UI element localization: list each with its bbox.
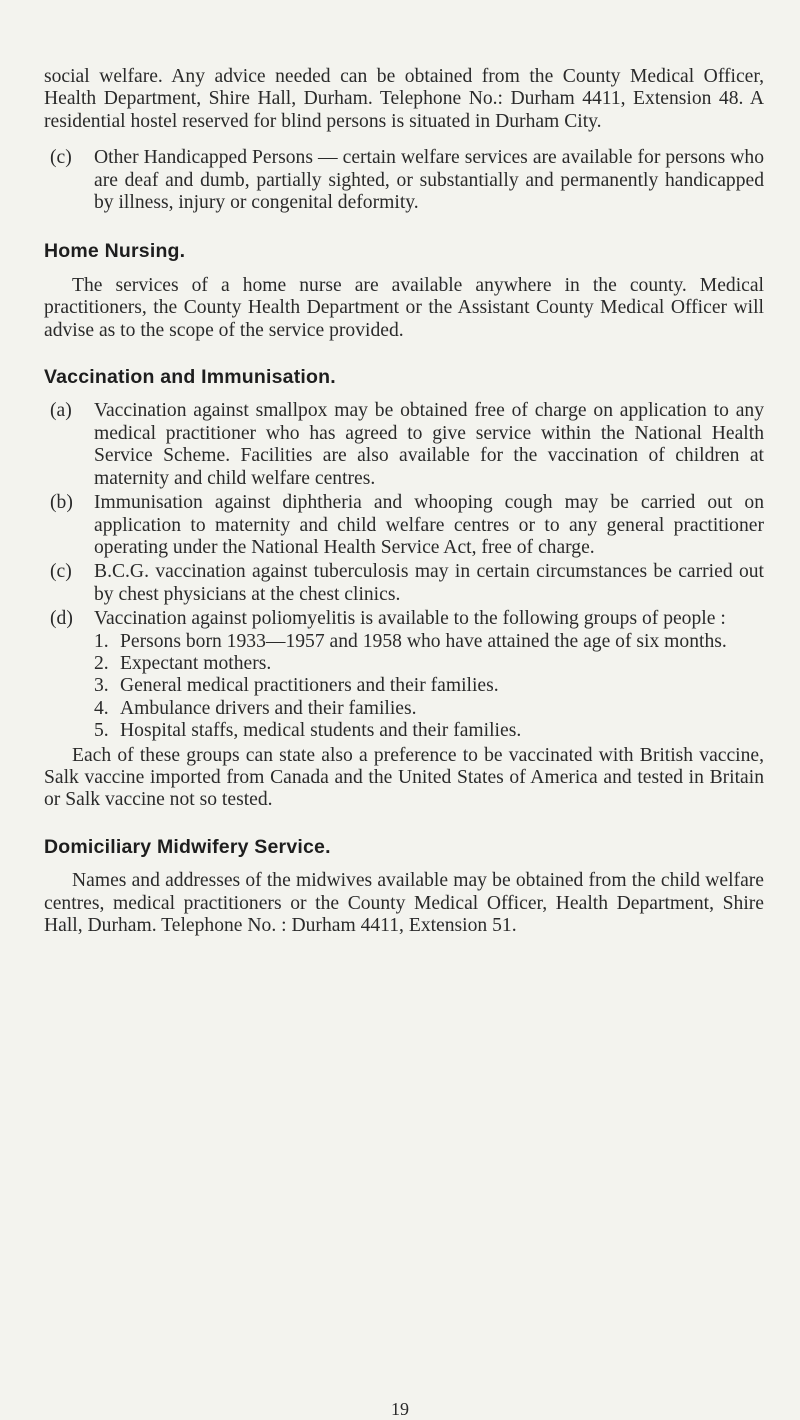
document-page	[44, 66, 764, 937]
item-body	[94, 608, 764, 742]
group-item	[94, 698, 764, 720]
group-text: Expectant mothers.	[120, 652, 272, 674]
group-number: 4.	[94, 697, 109, 719]
list-item	[44, 400, 764, 490]
item-text: Vaccination against poliomyelitis is available to the following groups of people :	[94, 608, 726, 630]
intro-item-c	[44, 147, 764, 214]
heading-home-nursing: Home Nursing.	[44, 240, 186, 263]
item-text: Vaccination against smallpox may be obtained free of charge on application to any medical practitioner who has agreed to give service within the National Health Service Scheme. Facilities are also available for the vaccination of children at maternity and child welfare centres.	[94, 400, 764, 489]
group-number: 5.	[94, 720, 109, 742]
group-number: 1.	[94, 630, 109, 652]
item-text: Immunisation against diphtheria and whooping cough may be carried out on application to maternity and child welfare centres or to any general practitioner operating under the National Health Service Act, free of charge.	[94, 492, 764, 558]
group-item	[94, 720, 764, 742]
group-item	[94, 675, 764, 697]
item-text: Other Handicapped Persons — certain welfare services are available for persons who are deaf and dumb, partially sighted, or substantially and permanently handicapped by illness, injury or congenital deformity.	[94, 147, 764, 214]
group-text: Hospital staffs, medical students and their families.	[120, 720, 522, 742]
home-nursing-paragraph: The services of a home nurse are available anywhere in the county. Medical practitioners, the County Health Department or the Assistant County Medical Officer will advise as to the scope of the service provided.	[44, 274, 764, 341]
group-text: Ambulance drivers and their families.	[120, 697, 417, 719]
group-item	[94, 631, 764, 653]
item-label: (a)	[50, 400, 72, 422]
midwifery-paragraph: Names and addresses of the midwives available may be obtained from the child welfare centres, medical practitioners or the County Medical Officer, Health Department, Shire Hall, Durham. Telephone No. : Durham 4411, Extension 51.	[44, 870, 764, 936]
heading-midwifery: Domiciliary Midwifery Service.	[44, 835, 331, 858]
item-label: (c)	[50, 147, 72, 169]
item-text: B.C.G. vaccination against tuberculosis may in certain circumstances be carried out by chest physicians at the chest clinics.	[94, 561, 764, 605]
list-item	[44, 492, 764, 559]
list-item	[44, 561, 764, 606]
item-label: (d)	[50, 608, 73, 630]
group-number: 2.	[94, 652, 109, 674]
group-text: Persons born 1933—1957 and 1958 who have attained the age of six months.	[120, 630, 727, 652]
group-item	[94, 653, 764, 675]
page-number: 19	[391, 1399, 409, 1419]
group-number: 3.	[94, 675, 109, 697]
item-label: (b)	[50, 492, 73, 514]
heading-vaccination: Vaccination and Immunisation.	[44, 366, 336, 389]
list-item	[44, 608, 764, 742]
group-text: General medical practitioners and their families.	[120, 675, 499, 697]
item-label: (c)	[50, 561, 72, 583]
intro-paragraph: social welfare. Any advice needed can be obtained from the County Medical Officer, Health Department, Shire Hall, Durham. Telephone No.: Durham 4411, Extension 48. A residential hostel reserved for blind persons is situated in Durham City.	[44, 66, 764, 132]
vaccination-closing-paragraph: Each of these groups can state also a preference to be vaccinated with British vaccine, Salk vaccine imported from Canada and the United States of America and tested in Britain or Salk vaccine not so tested.	[44, 744, 764, 811]
